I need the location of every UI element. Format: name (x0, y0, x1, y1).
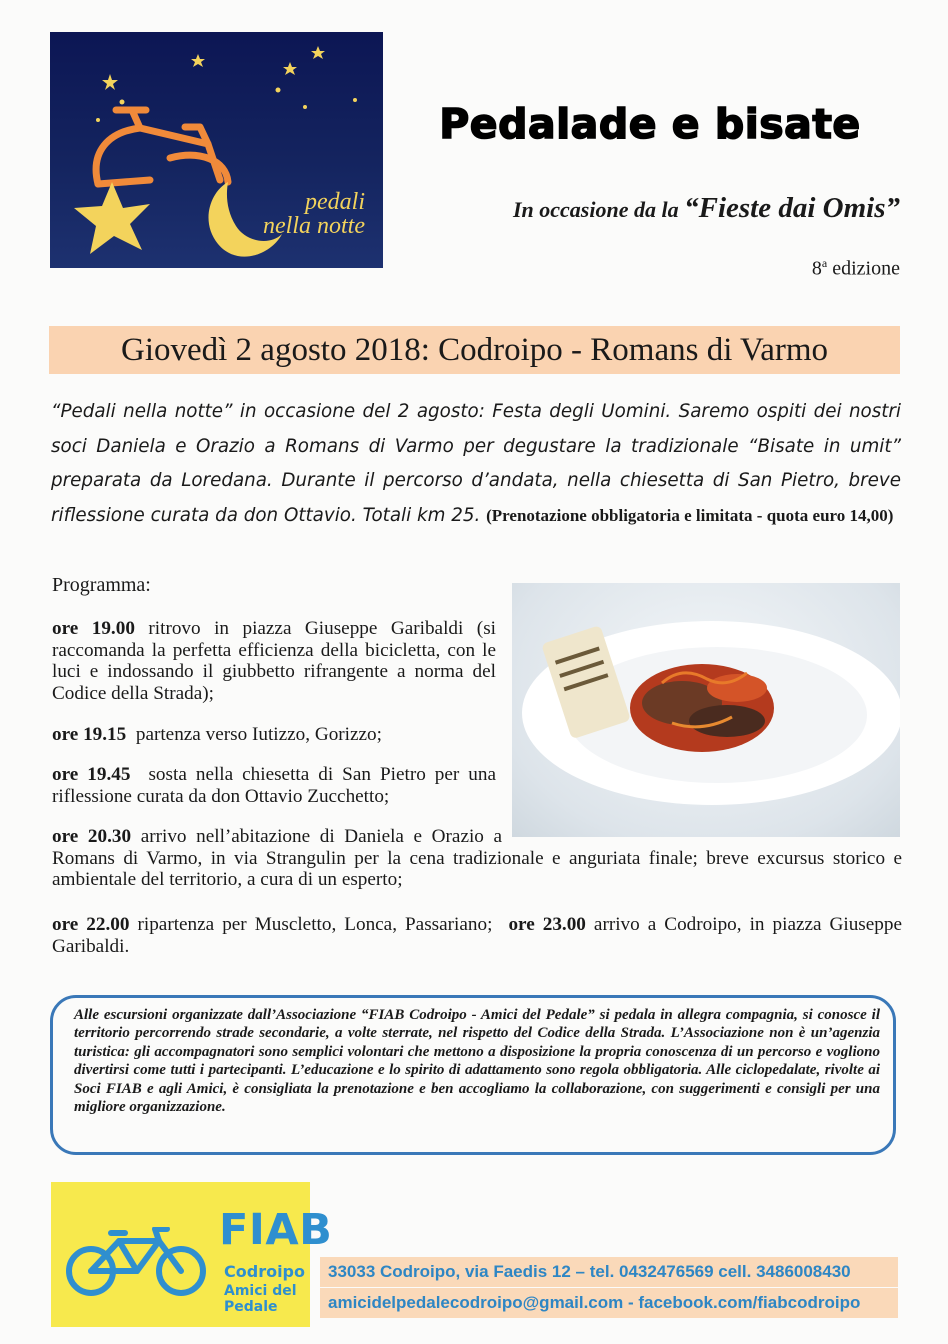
intro-paragraph (51, 395, 901, 533)
program-time-2: ore 23.00 (508, 914, 586, 935)
fiab-logo (51, 1182, 333, 1327)
program-time: ore 19.00 (52, 618, 135, 639)
big-star-icon (74, 182, 150, 254)
dish-illustration (512, 583, 900, 837)
program-heading: Programma: (52, 574, 151, 596)
booking-note: (Prenotazione obbligatoria e limitata - quota euro 14,00) (486, 505, 894, 525)
logo-tagline (263, 190, 365, 238)
star-icon (311, 46, 325, 59)
edition-number: 8 (811, 257, 822, 280)
program-text: ritrovo in piazza Giuseppe Garibaldi (si raccomanda la perfetta efficienza della bicicletta, con le luci e indossando il giubbetto rifrangente a norma del Codice della Strada); (52, 618, 496, 704)
program-text: sosta nella chiesetta di San Pietro per una riflessione curata da don Ottavio Zucchetto; (52, 764, 497, 807)
bicycle-icon (59, 1227, 219, 1297)
intro-text: “Pedali nella notte” in occasione del 2 agosto: Festa degli Uomini. Saremo ospiti dei nostri soci Daniela e Orazio a Romans di Varmo per degustare la tradizionale “Bisate in umit” preparata da Loredana. Durante il percorso d’andata, nella chiesetta di San Pietro, breve riflessione curata da don Ottavio. Totali km 25. (51, 401, 901, 526)
occasion-prefix: In occasione da la (512, 197, 679, 222)
star-icon (283, 62, 297, 75)
program-item (52, 618, 496, 704)
program-time: ore 19.15 (52, 724, 127, 745)
fiab-subtitle: Amici del Pedale (224, 1283, 297, 1315)
program-text: arrivo nell’abitazione di Daniela e Orazio a Romans di Varmo, in via Strangulin per la cena tradizionale e anguriata finale; breve excursus storico e ambientale del territorio, a cura di un esperto; (52, 826, 902, 890)
logo-line-1: pedali (305, 189, 365, 215)
program-item (52, 914, 902, 957)
fiab-city: Codroipo (224, 1262, 305, 1281)
occasion-event: “Fieste dai Omis” (684, 192, 900, 224)
program-item (52, 724, 496, 746)
page-title: Pedalade e bisate (439, 100, 861, 148)
contact-web: amicidelpedalecodroipo@gmail.com - facebook.com/fiabcodroipo (320, 1288, 898, 1318)
edition-word: edizione (832, 257, 900, 280)
photo-wrap-spacer (502, 826, 902, 840)
fiab-name: FIAB (219, 1205, 333, 1255)
edition-label (812, 256, 900, 281)
program-time: ore 19.45 (52, 764, 131, 785)
bicycle-icon (96, 110, 228, 184)
program-time: ore 22.00 (52, 914, 130, 935)
logo-line-2: nella notte (263, 213, 365, 239)
occasion-line (410, 192, 900, 225)
star-icon (191, 54, 205, 67)
disclaimer-text: Alle escursioni organizzate dall’Associazione “FIAB Codroipo - Amici del Pedale” si pedala in allegra compagnia, si conosce il territorio percorrendo strade secondarie, a volte sterrate, nel rispetto del Codice della Strada. L’Associazione non è un’agenzia turistica: gli accompagnatori sono semplici volontari che mettono a disposizione la propria conoscenza di un percorso e vogliono divertirsi come tutti i partecipanti. L’educazione e lo spirito di adattamento sono regola obbligatoria. Alle ciclopedalate, rivolte ai Soci FIAB e agli Amici, è consigliata la prenotazione e ben accogliamo la collaborazione, con suggerimenti e consigli per una migliore organizzazione. (74, 1007, 880, 1116)
contact-address: 33033 Codroipo, via Faedis 12 – tel. 0432476569 cell. 3486008430 (320, 1257, 898, 1287)
program-text: partenza verso Iutizzo, Gorizzo; (135, 724, 382, 745)
program-text: ripartenza per Muscletto, Lonca, Passariano; (137, 914, 493, 935)
pedali-nella-notte-logo (50, 32, 383, 268)
program-text-2: arrivo a Codroipo, in piazza Giuseppe Garibaldi. (52, 914, 902, 957)
edition-superscript: a (821, 256, 828, 270)
star-icon (102, 74, 118, 90)
date-banner: Giovedì 2 agosto 2018: Codroipo - Romans di Varmo (49, 326, 900, 374)
program-item (52, 826, 902, 891)
program-time: ore 20.30 (52, 826, 132, 847)
program-item (52, 764, 496, 807)
bisate-dish-photo (512, 583, 900, 837)
